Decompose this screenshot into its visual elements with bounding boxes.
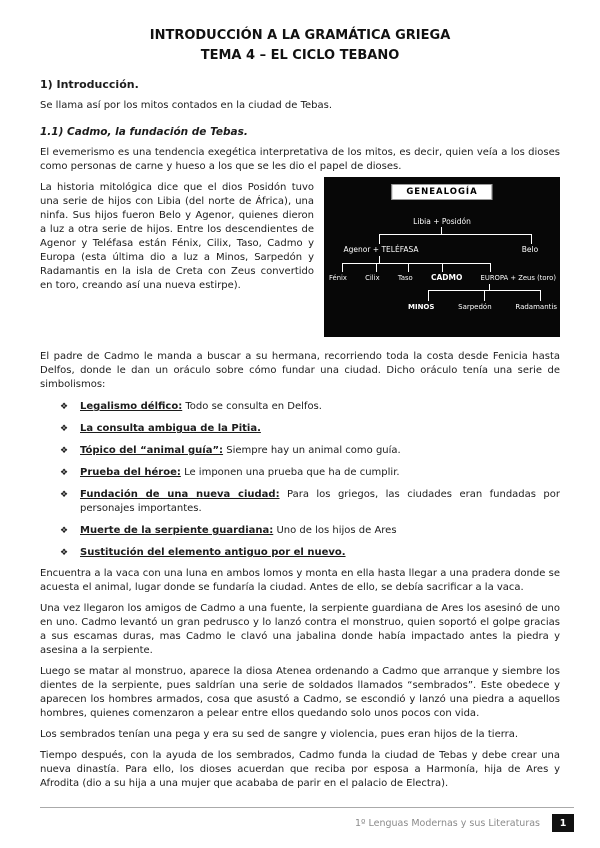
bullet-head: La consulta ambigua de la Pitia. [80,423,261,434]
diamond-bullet-icon: ❖ [60,468,69,478]
connector-line [342,263,490,264]
genealogy-gen4-item: Sarpedón [458,303,492,311]
paragraph-atenea: Luego se matar al monstruo, aparece la diosa Atenea ordenando a Cadmo que arranque y siembre los dientes de la serpiente, pues saldrían una serie de soldados llamados “sembrados”. Este obedece y aparecen los hombres armados, cosa que asustó a Cadmo, se escondió y lanzó una piedra a aquellos hombres, quienes comenzaron a pelear entre ellos quedando solo unos pocos con vida. [40,666,560,719]
diamond-bullet-icon: ❖ [60,526,69,536]
connector-line [379,256,380,263]
paragraph-fuente: Una vez llegaron los amigos de Cadmo a una fuente, la serpiente guardiana de Ares los asesinó de uno en uno. Cadmo levantó un gran pedrusco y lo lanzó contra el monstruo, quien soportó el golpe gracias a sus escamas duras, mas Cadmo le clavó una jabalina donde había impactado antes la piedra y asesina a la serpiente. [40,603,560,656]
genealogy-figure [324,177,560,337]
bullet-head: Fundación de una nueva ciudad: [80,489,280,500]
diamond-bullet-icon: ❖ [60,424,69,434]
genealogy-gen1: Libia + Posidón [413,217,471,226]
diamond-bullet-icon: ❖ [60,548,69,558]
list-item [40,400,560,414]
connector-line [342,263,343,272]
bullet-head: Sustitución del elemento antiguo por el nuevo. [80,547,346,558]
genealogy-gen2-right: Belo [521,245,539,254]
page-number: 1 [552,814,574,832]
genealogy-gen4-item: Radamantis [515,303,557,311]
connector-line [428,290,429,301]
bullet-rest: Siempre hay un animal como guía. [223,445,401,456]
paragraph-vaca: Encuentra a la vaca con una luna en ambos lomos y monta en ella hasta llegar a una pradera donde se acuesta el animal, lugar donde se fundaría la ciudad. Antes de ello, se debía sacrificar a la vaca. [40,568,560,593]
list-item [40,488,560,516]
bullet-rest: Para los griegos, las ciudades eran fundadas por personajes importantes. [80,489,560,514]
paragraph-tiempo: Tiempo después, con la ayuda de los sembrados, Cadmo funda la ciudad de Tebas y debe crear una nueva dinastía. Para ello, los dioses acuerdan que reciba por esposa a Harmonía, hija de Ares y Afrodita (dio a su hija a una mujer que acababa de parir en el palacio de Electra). [40,750,560,789]
connector-line [442,263,443,272]
page-footer [40,807,574,832]
doc-subtitle: TEMA 4 – EL CICLO TEBANO [200,48,400,63]
list-item [40,524,560,538]
section-1-1-heading: 1.1) Cadmo, la fundación de Tebas. [40,126,248,138]
connector-line [540,290,541,301]
diamond-bullet-icon: ❖ [60,490,69,500]
genealogy-gen3-item: Cilix [365,274,380,282]
paragraph-pega: Los sembrados tenían una pega y era su sed de sangre y violencia, pues eran hijos de la tierra. [40,729,519,740]
list-item [40,444,560,458]
connector-line [531,234,532,244]
paragraph-intro: Se llama así por los mitos contados en la ciudad de Tebas. [40,100,333,111]
connector-line [408,263,409,272]
bullet-head: Tópico del “animal guía”: [80,445,224,456]
bullet-rest: Uno de los hijos de Ares [273,525,397,536]
connector-line [379,234,380,244]
symbolism-list [40,400,560,560]
paragraph-historia: La historia mitológica dice que el dios Posidón tuvo una serie de hijos con Libia (del norte de África), una ninfa. Sus hijos fueron Belo y Agenor, quienes dieron a luz a otra serie de hijos. Entre los descendientes de Agenor y Teléfasa están Fénix, Cilix, Taso, Cadmo y Europa (esta última dio a luz a Minos, Sarpedón y Radamantis en la isla de Creta con Zeus convertido en toro, creando así una nueva estirpe). [40,182,314,291]
doc-title: INTRODUCCIÓN A LA GRAMÁTICA GRIEGA [149,28,451,43]
genealogy-gen3-item: Taso [397,274,413,282]
list-item [40,546,560,560]
diamond-bullet-icon: ❖ [60,402,69,412]
genealogy-gen3-item: EUROPA + Zeus (toro) [480,274,556,282]
connector-line [379,234,532,235]
genealogy-title: GENEALOGÍA [391,184,492,200]
genealogy-gen3-item: CADMO [430,273,463,282]
genealogy-gen3-item: Fénix [329,274,347,282]
bullet-head: Legalismo délfico: [80,401,183,412]
connector-line [490,263,491,272]
list-item [40,422,560,436]
list-item [40,466,560,480]
genealogy-gen4-row [408,303,557,311]
bullet-head: Muerte de la serpiente guardiana: [80,525,274,536]
paragraph-padre: El padre de Cadmo le manda a buscar a su hermana, recorriendo toda la costa desde Fenicia hasta Delfos, donde le dan un oráculo sobre cómo fundar una ciudad. Dicho oráculo tenía una serie de simbolismos: [40,351,560,390]
connector-line [376,263,377,272]
footer-text: 1º Lenguas Modernas y sus Literaturas [354,817,540,829]
connector-line [484,290,485,301]
bullet-rest: Le imponen una prueba que ha de cumplir. [180,467,400,478]
genealogy-gen3-row [329,273,556,282]
connector-line [441,227,442,234]
paragraph-evemerismo: El evemerismo es una tendencia exegética interpretativa de los mitos, es decir, quien veía a los dioses como personas de carne y hueso a los que se les dio el papel de dioses. [40,147,560,172]
section-1-heading: 1) Introducción. [40,78,139,91]
bullet-head: Prueba del héroe: [80,467,181,478]
genealogy-gen4-item: MINOS [408,303,435,311]
bullet-rest: Todo se consulta en Delfos. [182,401,322,412]
genealogy-gen2-left: Agenor + TELÉFASA [343,245,419,254]
diamond-bullet-icon: ❖ [60,446,69,456]
